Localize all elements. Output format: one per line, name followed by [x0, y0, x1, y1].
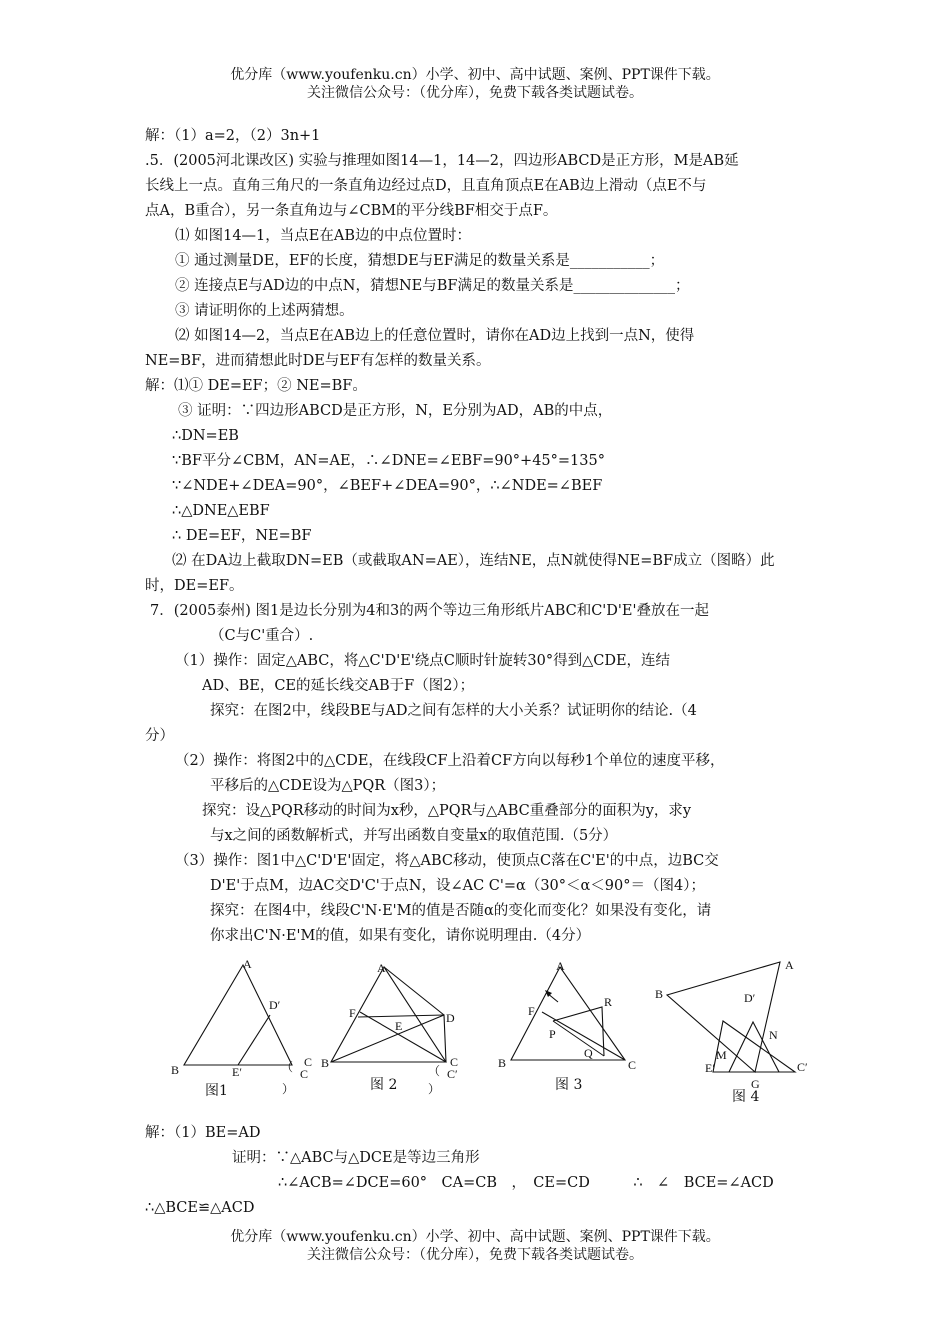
- fig4-caption: 图 4: [732, 1089, 760, 1105]
- solution5-line: ⑵ 在DA边上截取DN=EB（或截取AN=AE），连结NE，点N就使得NE=BF成立（图略）此: [172, 553, 775, 569]
- fig3-label-p: P: [549, 1027, 556, 1041]
- fig4-label-d1: D′: [744, 991, 756, 1005]
- problem7-line: 平移后的△CDE设为△PQR（图3）；: [210, 778, 446, 794]
- fig1-label-e1: E′: [232, 1065, 242, 1079]
- footer-line-2: 关注微信公众号：（优分库），免费下载各类试题试卷。: [307, 1247, 643, 1263]
- fig3-label-b: B: [498, 1056, 507, 1070]
- fig3-label-a: A: [556, 959, 565, 973]
- fig4-label-n: N: [769, 1028, 778, 1042]
- figure-4: [645, 950, 815, 1095]
- problem7-line: 你求出C'N·E'M的值，如果有变化，请你说明理由.（4分）: [210, 928, 591, 944]
- fig3-label-f: F: [528, 1004, 535, 1018]
- problem5-line: .5．(2005河北课改区) 实验与推理如图14—1，14—2，四边形ABCD是正方形，M是AB延: [145, 153, 739, 169]
- problem7-line: 探究：在图2中，线段BE与AD之间有怎样的大小关系？试证明你的结论.（4: [210, 703, 697, 719]
- fig2-label-c3: C′: [447, 1067, 458, 1081]
- solution5-line: 解：⑴① DE=EF；② NE=BF。: [145, 378, 367, 394]
- solution7-line: ∴∠ACB=∠DCE=60° CA=CB ， CE=CD ∴ ∠ BCE=∠ACD: [278, 1175, 774, 1191]
- header-line-2: 关注微信公众号：（优分库），免费下载各类试题试卷。: [307, 85, 643, 101]
- fig1-label-a: A: [243, 957, 252, 971]
- solution7-line: 解：（1）BE=AD: [145, 1125, 261, 1141]
- fig1-label-paren2: ）: [282, 1082, 295, 1096]
- problem7-line: （3）操作：图1中△C'D'E'固定，将△ABC移动，使顶点C落在C'E'的中点，边BC交: [175, 853, 719, 869]
- problem7-line: 分）: [145, 728, 174, 744]
- problem5-line: 点A，B重合），另一条直角边与∠CBM的平分线BF相交于点F。: [145, 203, 558, 219]
- solution7-line: ∴△BCE≌△ACD: [145, 1200, 255, 1216]
- fig2-caption: 图 2: [370, 1077, 398, 1093]
- fig3-label-c: C: [628, 1058, 637, 1072]
- fig2-label-c2: C: [450, 1055, 459, 1069]
- problem7-line: （C与C'重合）.: [210, 628, 314, 644]
- problem7-line: 探究：在图4中，线段C'N·E'M的值是否随α的变化而变化？如果没有变化，请: [210, 903, 712, 919]
- problem7-line: AD、BE，CE的延长线交AB于F（图2）；: [202, 678, 475, 694]
- problem5-line: NE=BF，进而猜想此时DE与EF有怎样的数量关系。: [145, 353, 491, 369]
- fig2-label-e: E: [395, 1019, 403, 1033]
- fig1-caption: 图1: [205, 1083, 228, 1099]
- problem5-line: ⑵ 如图14—2，当点E在AB边上的任意位置时，请你在AD边上找到一点N，使得: [175, 328, 695, 344]
- fig4-label-m: M: [716, 1048, 727, 1062]
- solution5-line: ∴DN=EB: [172, 428, 239, 444]
- problem5-line: ③ 请证明你的上述两猜想。: [175, 303, 354, 319]
- header-line-1: 优分库（www.youfenku.cn）小学、初中、高中试题、案例、PPT课件下载。: [230, 67, 720, 83]
- problem7-line: 探究：设△PQR移动的时间为x秒，△PQR与△ABC重叠部分的面积为y，求y: [202, 803, 692, 819]
- fig1-label-paren1: （: [281, 1060, 294, 1074]
- fig2-label-c1: C: [304, 1055, 313, 1069]
- figure-1: [165, 955, 315, 1100]
- solution5-line: ③ 证明：∵四边形ABCD是正方形，N，E分别为AD，AB的中点，: [178, 403, 613, 419]
- solution5-line: ∵∠NDE+∠DEA=90°，∠BEF+∠DEA=90°，∴∠NDE=∠BEF: [172, 478, 603, 494]
- fig4-label-b: B: [655, 987, 664, 1001]
- problem7-line: 与x之间的函数解析式，并写出函数自变量x的取值范围.（5分）: [210, 828, 618, 844]
- answer-line: 解：（1）a=2，（2）3n+1: [145, 128, 321, 144]
- fig4-label-c1: C′: [797, 1060, 808, 1074]
- fig1-label-d1: D′: [269, 998, 281, 1012]
- solution7-line: 证明：∵△ABC与△DCE是等边三角形: [232, 1150, 480, 1166]
- fig2-label-f: F: [349, 1006, 356, 1020]
- fig3-label-q: Q: [584, 1046, 593, 1060]
- problem7-line: 7．(2005泰州) 图1是边长分别为4和3的两个等边三角形纸片ABC和C'D'E'叠放在一起: [150, 603, 709, 619]
- problem7-line: D'E'于点M，边AC交D'C'于点N，设∠AC C'=α（30°＜α＜90°＝（图4）；: [210, 878, 705, 894]
- fig2-label-a: A: [377, 961, 386, 975]
- fig4-label-a: A: [785, 958, 794, 972]
- solution5-line: ∴ DE=EF，NE=BF: [172, 528, 312, 544]
- fig4-label-g: G: [751, 1077, 760, 1091]
- problem5-line: ① 通过测量DE，EF的长度，猜想DE与EF满足的数量关系是___________；: [175, 253, 665, 269]
- problem7-line: （1）操作：固定△ABC，将△C'D'E'绕点C顺时针旋转30°得到△CDE，连结: [175, 653, 671, 669]
- fig2-label-d: D: [446, 1011, 455, 1025]
- problem5-line: 长线上一点。直角三角尺的一条直角边经过点D，且直角顶点E在AB边上滑动（点E不与: [145, 178, 707, 194]
- fig2-label-b: B: [321, 1056, 330, 1070]
- problem5-line: ② 连接点E与AD边的中点N，猜想NE与BF满足的数量关系是______________；: [175, 278, 690, 294]
- solution5-line: ∴△DNE△EBF: [172, 503, 270, 519]
- solution5-line: ∵BF平分∠CBM，AN=AE，∴∠DNE=∠EBF=90°+45°=135°: [172, 453, 605, 469]
- fig3-caption: 图 3: [555, 1077, 583, 1093]
- solution5-line: 时，DE=EF。: [145, 578, 244, 594]
- fig2-label-paren1: （: [428, 1064, 441, 1078]
- problem5-line: ⑴ 如图14—1，当点E在AB边的中点位置时：: [175, 228, 471, 244]
- page-footer: [0, 1228, 950, 1264]
- fig4-label-e1: E′: [705, 1061, 715, 1075]
- page-header: [0, 66, 950, 102]
- fig2-label-paren2: ）: [428, 1082, 441, 1096]
- fig3-label-r: R: [604, 995, 613, 1009]
- fig1-label-c: C: [300, 1067, 309, 1081]
- footer-line-1: 优分库（www.youfenku.cn）小学、初中、高中试题、案例、PPT课件下载。: [230, 1229, 720, 1245]
- fig1-label-b: B: [171, 1063, 180, 1077]
- problem7-line: （2）操作：将图2中的△CDE，在线段CF上沿着CF方向以每秒1个单位的速度平移，: [175, 753, 725, 769]
